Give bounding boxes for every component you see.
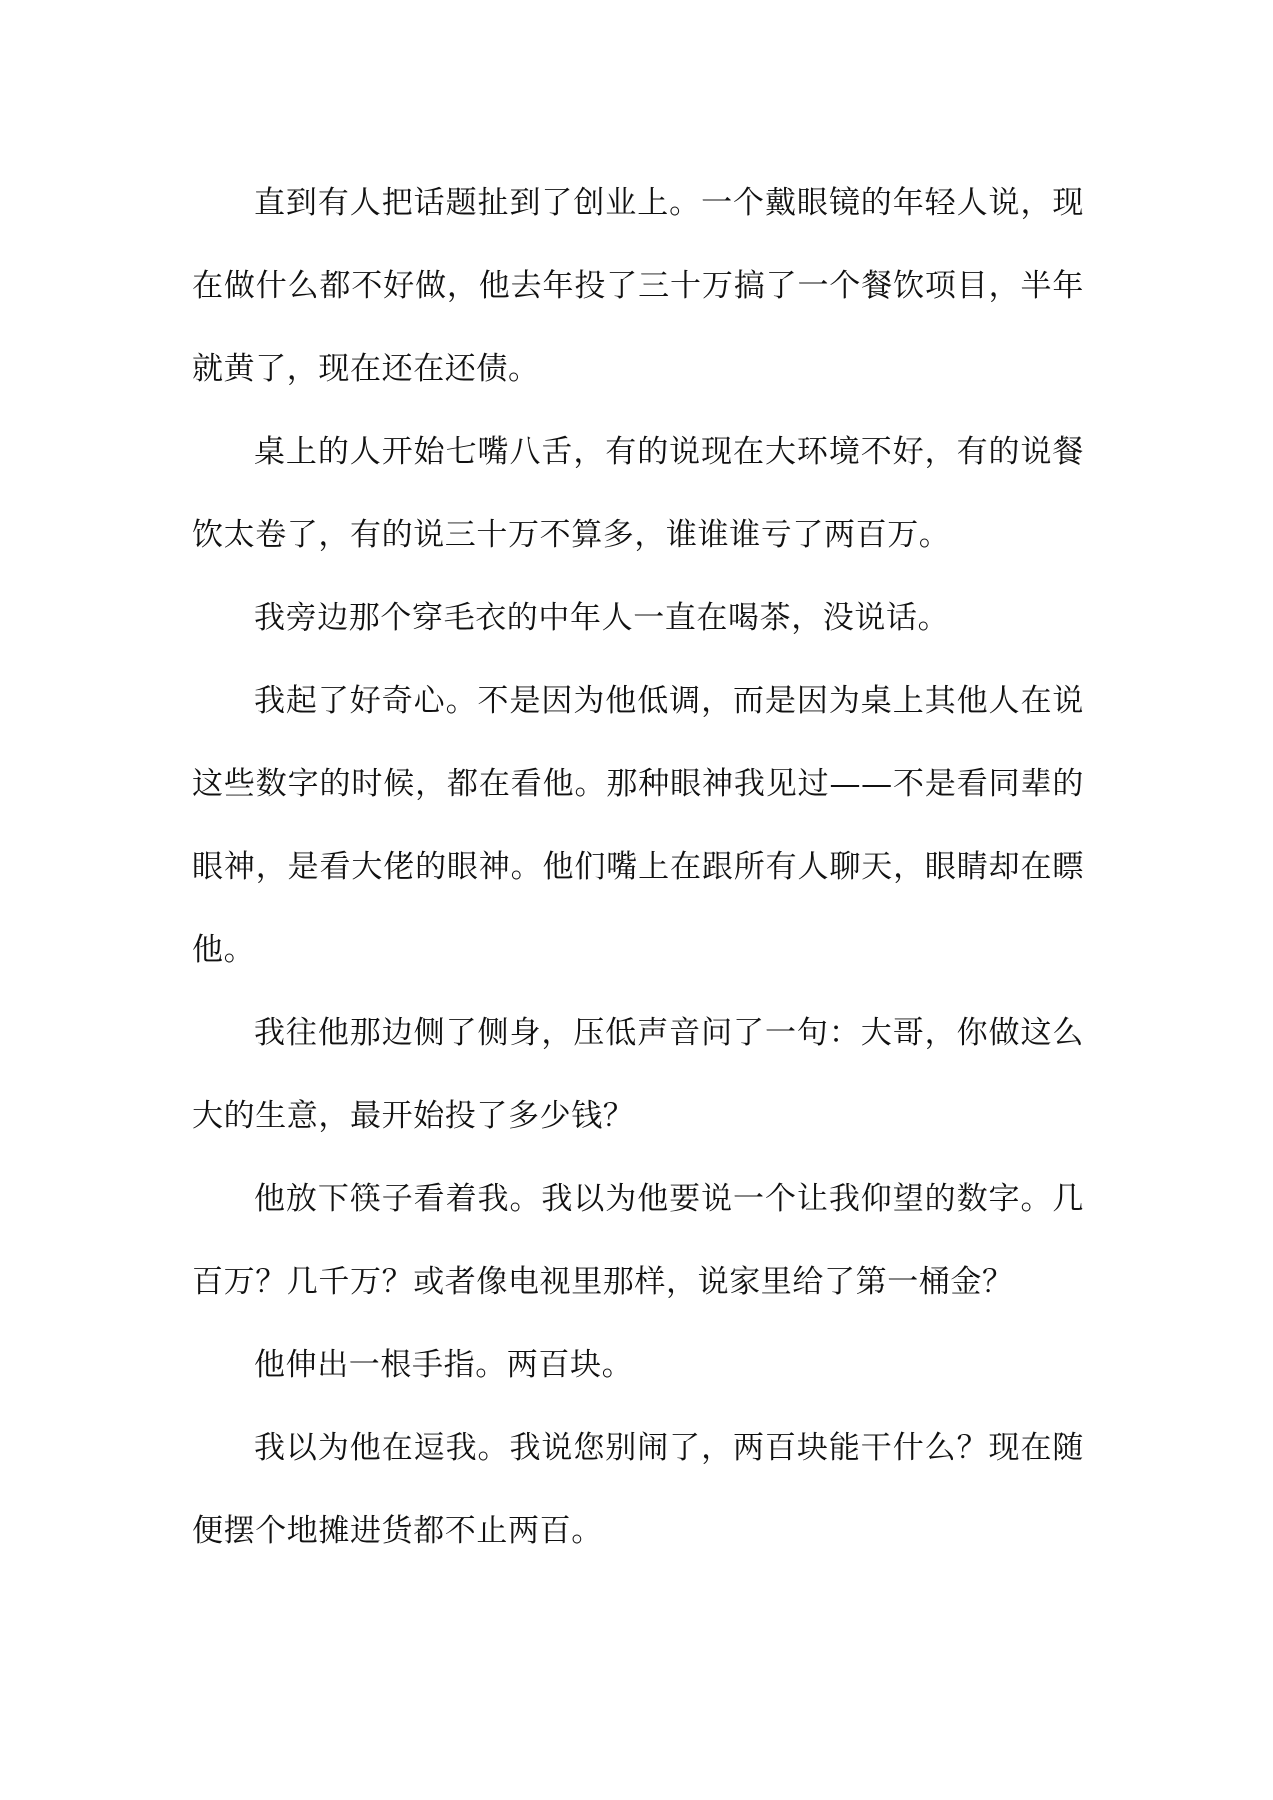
document-body — [192, 162, 1084, 1573]
paragraph: 直到有人把话题扯到了创业上。一个戴眼镜的年轻人说，现在做什么都不好做，他去年投了三十万搞了一个餐饮项目，半年就黄了，现在还在还债。 — [192, 185, 1084, 387]
paragraph: 我旁边那个穿毛衣的中年人一直在喝茶，没说话。 — [254, 600, 950, 636]
paragraph: 他放下筷子看着我。我以为他要说一个让我仰望的数字。几百万？几千万？或者像电视里那样，说家里给了第一桶金？ — [192, 1181, 1084, 1300]
paragraph: 我以为他在逗我。我说您别闹了，两百块能干什么？现在随便摆个地摊进货都不止两百。 — [192, 1430, 1084, 1549]
paragraph: 他伸出一根手指。两百块。 — [254, 1347, 634, 1383]
paragraph: 我起了好奇心。不是因为他低调，而是因为桌上其他人在说这些数字的时候，都在看他。那种眼神我见过——不是看同辈的眼神，是看大佬的眼神。他们嘴上在跟所有人聊天，眼睛却在瞟他。 — [192, 683, 1084, 968]
paragraph: 桌上的人开始七嘴八舌，有的说现在大环境不好，有的说餐饮太卷了，有的说三十万不算多，谁谁谁亏了两百万。 — [192, 434, 1084, 553]
paragraph: 我往他那边侧了侧身，压低声音问了一句：大哥，你做这么大的生意，最开始投了多少钱？ — [192, 1015, 1084, 1134]
